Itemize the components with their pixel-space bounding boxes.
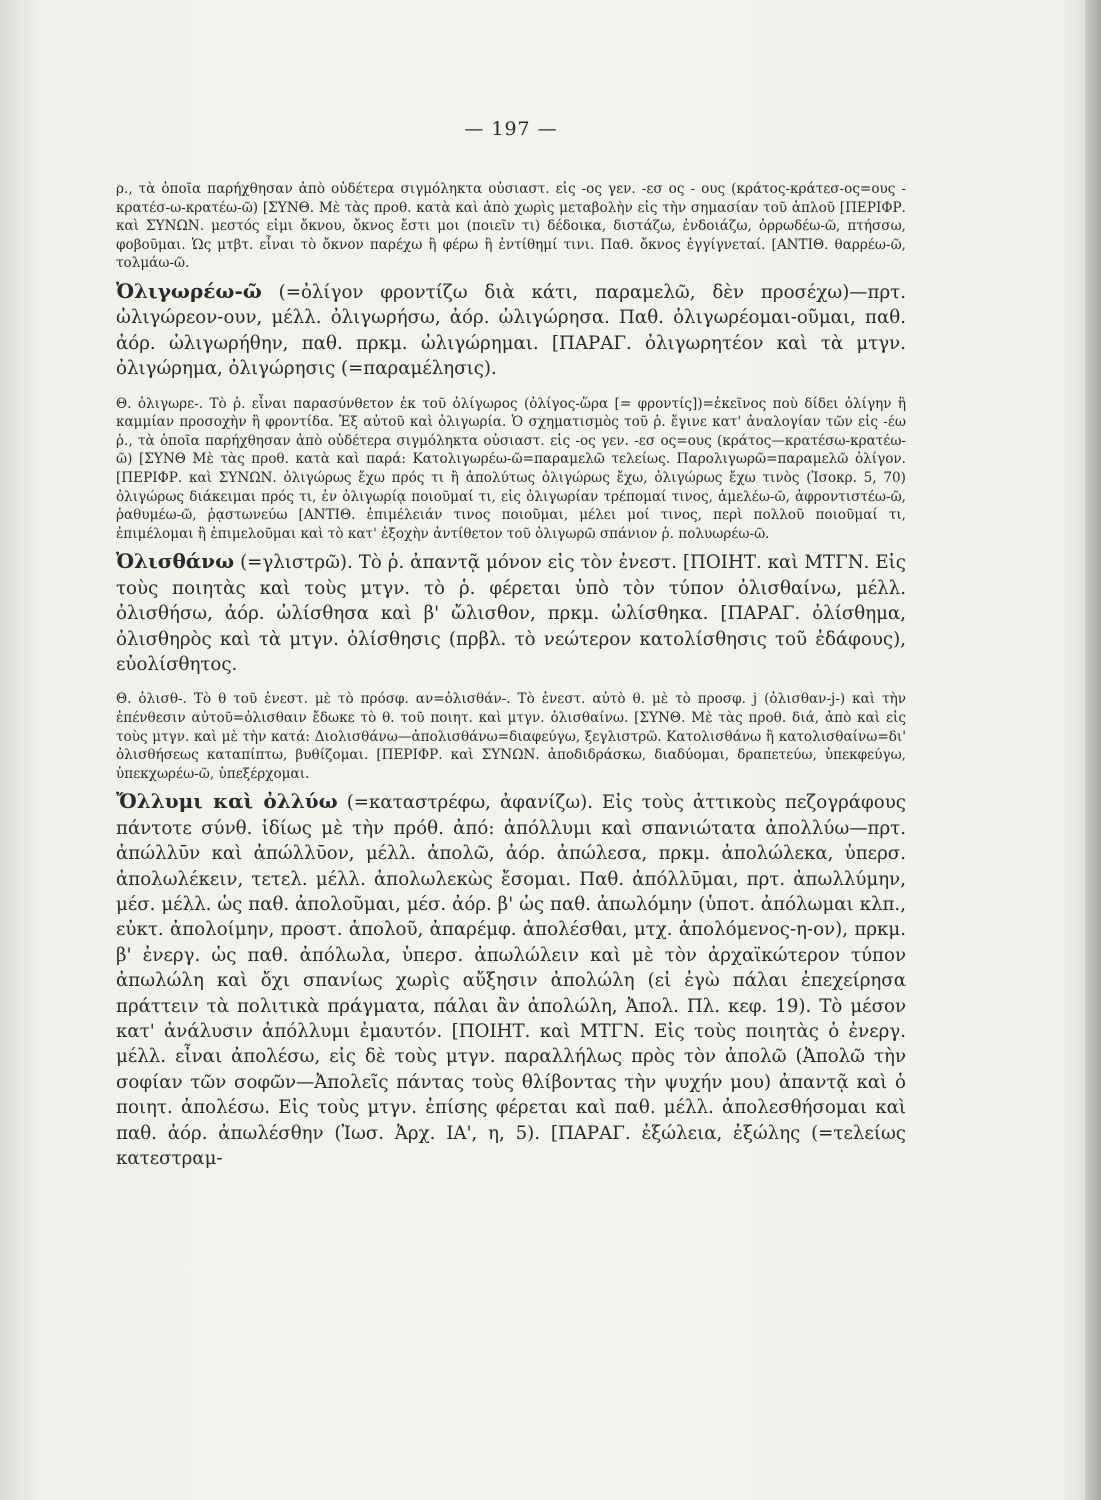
entry-ollymi	[116, 789, 906, 1171]
entry-olisthano	[116, 549, 906, 677]
entry-continuation	[116, 180, 906, 273]
paragraph-text: Θ. ὀλισθ-. Τὸ θ τοῦ ἐνεστ. μὲ τὸ πρόσφ. αν=ὀλισθάν-. Τὸ ἐνεστ. αὐτὸ θ. μὲ τὸ προσφ. j (ὀλισθαν-j-) καὶ τὴν ἐπένθεσιν αὐτοῦ=ὀλισθαιν ἔδωκε τὸ θ. τοῦ ποιητ. καὶ μτγν. ὀλισθαίνω. [ΣΥΝΘ. Μὲ τὰς προθ. διά, ἀπὸ καὶ εἰς τοὺς μτγν. καὶ μὲ τὴν κατά: Διολισθάνω—ἀπολισθάνω=διαφεύγω, ξεγλιστρῶ. Κατολισθάνω ἢ κατολισθαίνω=δι' ὀλισθήσεως καταπίπτω, βυθίζομαι. [ΠΕΡΙΦΡ. καὶ ΣΥΝΩΝ. ἀποδιδράσκω, διαδύομαι, δραπετεύω, ὑπεκφεύγω, ὑπεκχωρέω-ῶ, ὑπεξέρχομαι.	[116, 691, 906, 782]
page-edge	[1085, 0, 1101, 1500]
headword: Ὀλιγωρέω-ῶ	[116, 278, 262, 303]
headword: Ὄλλυμι καὶ ὀλλύω	[116, 789, 338, 814]
page-number: — 197 —	[464, 118, 558, 140]
paragraph-text: ρ., τὰ ὁποῖα παρήχθησαν ἀπὸ οὐδέτερα σιγμόληκτα οὐσιαστ. εἰς -ος γεν. -εσ ος - ους (κράτος-κράτεσ-ος=ους - κρατέσ-ω-κρατέω-ῶ) [ΣΥΝΘ. Μὲ τὰς προθ. κατὰ καὶ ἀπὸ χωρὶς μεταβολὴν εἰς τὴν σημασίαν τοῦ ἁπλοῦ [ΠΕΡΙΦΡ. καὶ ΣΥΝΩΝ. μεστός εἰμι ὄκνου, ὄκνος ἔστι μοι (ποιεῖν τι) δέδοικα, διστάζω, ἐνδοιάζω, ὀρρωδέω-ῶ, πτήσσω, φοβοῦμαι. Ὡς μτβτ. εἶναι τὸ ὄκνον παρέχω ἢ φέρω ἢ ἐντίθημί τινι. Παθ. ὄκνος ἐγγίγνεταί. [ΑΝΤΙΘ. θαρρέω-ῶ, τολμάω-ῶ.	[116, 181, 906, 272]
paragraph-text: Θ. ὀλιγωρε-. Τὸ ῥ. εἶναι παρασύνθετον ἐκ τοῦ ὀλίγωρος (ὀλίγος-ὥρα [= φροντίς])=ἐκεῖνος ποὺ δίδει ὀλίγην ἢ καμμίαν προσοχὴν ἢ φροντίδα. Ἐξ αὐτοῦ καὶ ὀλιγωρία. Ὁ σχηματισμὸς τοῦ ῥ. ἔγινε κατ' ἀναλογίαν τῶν εἰς -έω ῥ., τὰ ὁποῖα παρήχθησαν ἀπὸ οὐδέτερα σιγμόληκτα οὐσιαστ. εἰς -ος γεν. -εσ ος=ους (κράτος—κρατέσω-κρατέω-ῶ) [ΣΥΝΘ Μὲ τὰς προθ. κατὰ καὶ παρά: Κατολιγωρέω-ῶ=παραμελῶ τελείως. Παρολιγωρῶ=παραμελῶ ὀλίγον. [ΠΕΡΙΦΡ. καὶ ΣΥΝΩΝ. ὀλιγώρως ἔχω πρός τι ἢ ἀπολύτως ὀλιγώρως ἔχω, ὀλιγώρως ἔχω τινὸς (Ἰσοκρ. 5, 70) ὀλιγώρως διάκειμαι πρός τι, ἐν ὀλιγωρίᾳ ποιοῦμαί τι, εἰς ὀλιγωρίαν τρέπομαί τινος, ἀμελέω-ῶ, ἀφροντιστέω-ῶ, ῥαθυμέω-ῶ, ῥᾳστωνεύω [ΑΝΤΙΘ. ἐπιμέλειάν τινος ποιοῦμαι, μέλει μοί τινος, περὶ πολλοῦ ποιοῦμαί τι, ἐπιμέλομαι ἢ ἐπιμελοῦμαι καὶ τὸ κατ' ἐξοχὴν ἀντίθετον τοῦ ὀλιγωρῶ σπάνιον ῥ. πολυωρέω-ῶ.	[116, 395, 906, 542]
paragraph-text: (=ὀλίγον φροντίζω διὰ κάτι, παραμελῶ, δὲν προσέχω)—πρτ. ὠλιγώρεον-ουν, μέλλ. ὀλιγωρήσω, ἀόρ. ὠλιγώρησα. Παθ. ὀλιγωρέομαι-οῦμαι, παθ. ἀόρ. ὠλιγωρήθην, παθ. πρκμ. ὠλιγώρημαι. [ΠΑΡΑΓ. ὀλιγωρητέον καὶ τὰ μτγν. ὀλιγώρημα, ὀλιγώρησις (=παραμέλησις).	[116, 281, 906, 380]
entry-oligoreo-theme	[116, 395, 906, 544]
paragraph-text: (=καταστρέφω, ἀφανίζω). Εἰς τοὺς ἀττικοὺς πεζογράφους πάντοτε σύνθ. ἰδίως μὲ τὴν πρόθ. ἀπό: ἀπόλλυμι καὶ σπανιώτατα ἀπολλύω—πρτ. ἀπώλλῡν καὶ ἀπώλλῡον, μέλλ. ἀπολῶ, ἀόρ. ἀπώλεσα, πρκμ. ἀπολώλεκα, ὑπερσ. ἀπολωλέκειν, τετελ. μέλλ. ἀπολωλεκὼς ἔσομαι. Παθ. ἀπόλλῡμαι, πρτ. ἀπωλλύμην, μέσ. μέλλ. ὡς παθ. ἀπολοῦμαι, μέσ. ἀόρ. β' ὡς παθ. ἀπωλόμην (ὑποτ. ἀπόλωμαι κλπ., εὐκτ. ἀπολοίμην, προστ. ἀπολοῦ, ἀπαρέμφ. ἀπολέσθαι, μτχ. ἀπολόμενος-η-ον), πρκμ. β' ἐνεργ. ὡς παθ. ἀπόλωλα, ὑπερσ. ἀπωλώλειν καὶ μὲ τὸν ἀρχαϊκώτερον τύπον ἀπωλώλη καὶ ὄχι σπανίως χωρὶς αὔξησιν ἀπολώλη (εἰ ἐγὼ πάλαι ἐπεχείρησα πράττειν τὰ πολιτικὰ πράγματα, πάλαι ἂν ἀπολώλη, Ἀπολ. Πλ. κεφ. 19). Τὸ μέσον κατ' ἀνάλυσιν ἀπόλλυμι ἐμαυτόν. [ΠΟΙΗΤ. καὶ ΜΤΓΝ. Εἰς τοὺς ποιητὰς ὁ ἐνεργ. μέλλ. εἶναι ἀπολέσω, εἰς δὲ τοὺς μτγν. παραλλήλως πρὸς τὸν ἀπολῶ (Ἀπολῶ τὴν σοφίαν τῶν σοφῶν—Ἀπολεῖς πάντας τοὺς θλίβοντας τὴν ψυχήν μου) ἀπαντᾷ καὶ ὁ ποιητ. ἀπολέσω. Εἰς τοὺς μτγν. ἐπίσης φέρεται καὶ παθ. μέλλ. ἀπολεσθήσομαι καὶ παθ. ἀόρ. ἀπωλέσθην (Ἰωσ. Ἀρχ. ΙΑ', η, 5). [ΠΑΡΑΓ. ἐξώλεια, ἐξώλης (=τελείως κατεστραμ-	[116, 792, 906, 1170]
headword: Ὀλισθάνω	[116, 549, 235, 574]
entry-olisthano-theme	[116, 690, 906, 783]
page-content	[116, 118, 906, 1171]
entry-oligoreo	[116, 279, 906, 382]
paragraph-text: (=γλιστρῶ). Τὸ ῥ. ἀπαντᾷ μόνον εἰς τὸν ἐνεστ. [ΠΟΙΗΤ. καὶ ΜΤΓΝ. Εἰς τοὺς ποιητὰς καὶ τοὺς μτγν. τὸ ῥ. φέρεται ὑπὸ τὸν τύπον ὀλισθαίνω, μέλλ. ὀλισθήσω, ἀόρ. ὠλίσθησα καὶ β' ὤλισθον, πρκμ. ὠλίσθηκα. [ΠΑΡΑΓ. ὀλίσθημα, ὀλισθηρὸς καὶ τὰ μτγν. ὀλίσθησις (πρβλ. τὸ νεώτερον κατολίσθησις τοῦ ἐδάφους), εὐολίσθητος.	[116, 552, 906, 675]
